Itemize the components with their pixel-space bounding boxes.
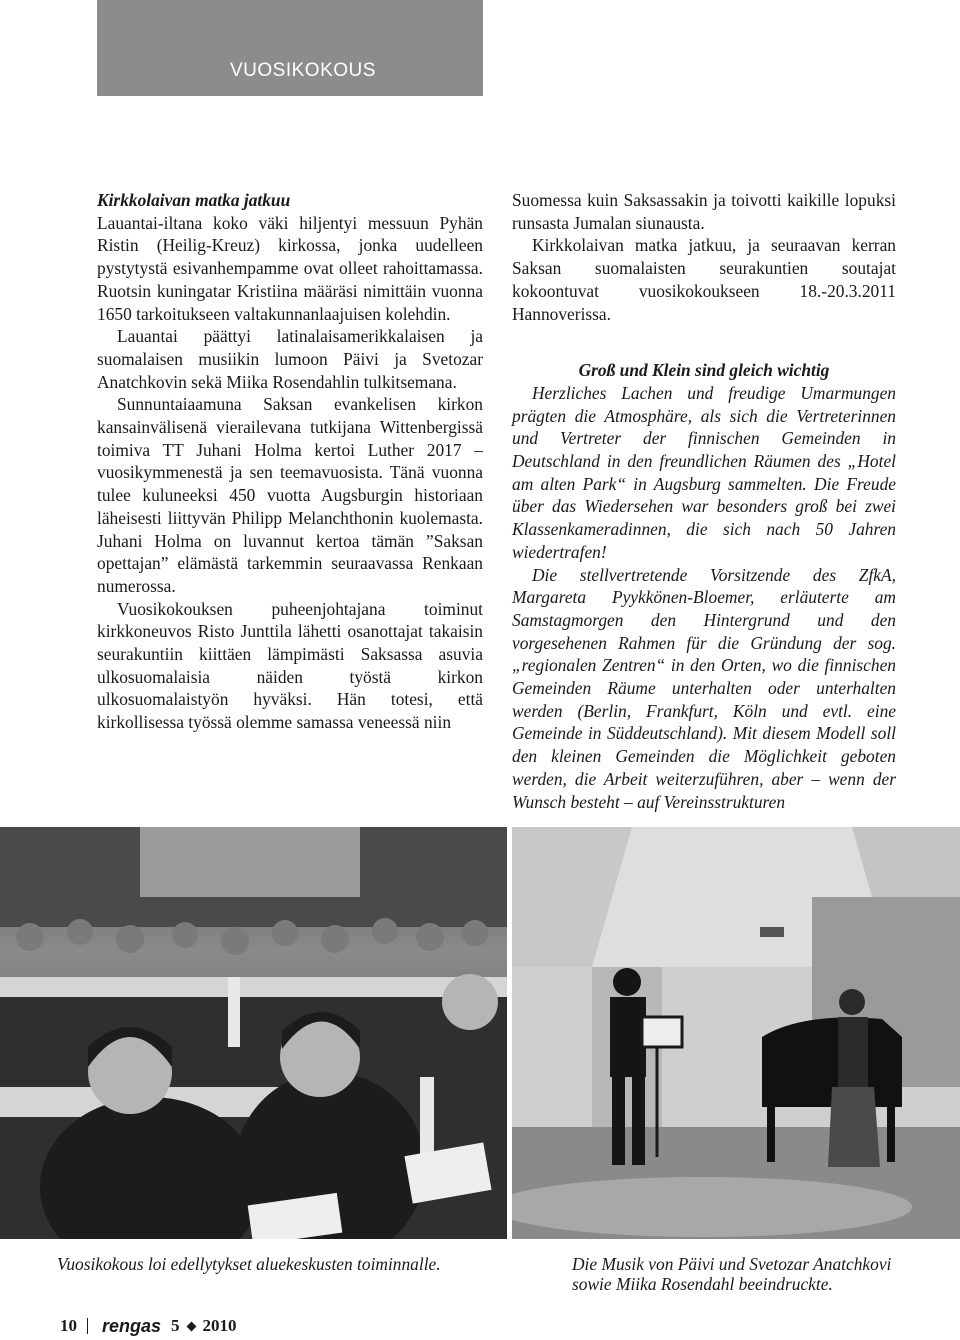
- magazine-logo: rengas: [102, 1315, 162, 1336]
- diamond-icon: [186, 1321, 196, 1331]
- photo-caption-right: [572, 1254, 952, 1294]
- issue-year: 2010: [202, 1316, 237, 1335]
- meeting-photo: [0, 827, 507, 1239]
- german-summary: [512, 359, 896, 813]
- left-column: [97, 189, 483, 734]
- photo-caption-left: Vuosikokous loi edellytykset aluekeskusten toiminnalle.: [57, 1254, 441, 1274]
- caption-line: sowie Miika Rosendahl beeindruckte.: [572, 1274, 833, 1294]
- paragraph: Die stellvertretende Vorsitzende des ZfkA, Margareta Pyykkönen-Bloemer, erläuterte am Samstagmorgen den Hintergrund und den vorgesehenen Rahmen für die Gründung der sog. „regionalen Zentren“ in den Orten, wo die finnischen Gemeinden Räume unterhalten oder unterhalten werden (Berlin, Frankfurt, Köln und evtl. eine Gemeinde in Süddeutschland). Mit diesem Modell soll den kleinen Gemeinden die Möglichkeit geboten werden, die Arbeit weiterzuführen, aber – wenn der Wunsch besteht – auf Vereinsstrukturen: [512, 564, 896, 812]
- paragraph: Sunnuntaiaamuna Saksan evankelisen kirkon kansainvälisenä vierailevana tutkijana Wittenbergissä toimiva TT Juhani Holma kertoi Luther 2017 –vuosikymmenestä ja sen teemavuosista. Tänä vuonna tulee kuluneeksi 450 vuotta Augsburgin historiaan läheisesti liittyvän Philipp Melanchthonin kuolemasta. Juhani Holma on luvannut kertoa tämän ”Saksan opettajan” elämästä tarkemmin seuraavassa Renkaan numerossa.: [97, 394, 483, 596]
- concert-photo: [512, 827, 960, 1239]
- issue-number: 5: [171, 1316, 180, 1335]
- right-column: [512, 189, 896, 813]
- section-header: [97, 0, 483, 96]
- caption-line: Die Musik von Päivi und Svetozar Anatchkovi: [572, 1254, 892, 1274]
- german-heading: Groß und Klein sind gleich wichtig: [578, 360, 830, 381]
- article-heading: Kirkkolaivan matka jatkuu: [97, 190, 291, 210]
- footer-divider: [87, 1318, 88, 1334]
- paragraph: Suomessa kuin Saksassakin ja toivotti kaikille lopuksi runsasta Jumalan siunausta.: [512, 190, 896, 233]
- page-number: 10: [60, 1316, 77, 1335]
- paragraph: Vuosikokouksen puheenjohtajana toiminut kirkkoneuvos Risto Junttila lähetti osanottajat takaisin seurakuntiin kiittäen lämpimästi Saksassa asuvia ulkosuomalaisia näiden työstä kirkon ulkosuomalaistyön hyväksi. Hän totesi, että kirkollisessa työssä olemme samassa veneessä niin: [97, 598, 483, 733]
- page-footer: [60, 1314, 237, 1338]
- paragraph: Kirkkolaivan matka jatkuu, ja seuraavan kerran Saksan suomalaisten seurakuntien soutajat kokoontuvat vuosikokoukseen 18.-20.3.2011 Hannoverissa.: [512, 235, 896, 324]
- paragraph: Lauantai päättyi latinalaisamerikkalaisen ja suomalaisen musiikin lumoon Päivi ja Svetozar Anatchkovin sekä Miika Rosendahlin tulkitsemana.: [97, 326, 483, 392]
- paragraph: Herzliches Lachen und freudige Umarmungen prägten die Atmosphäre, als sich die Vertreterinnen und Vertreter der finnischen Gemeinden in Deutschland in den freundlichen Räumen des „Hotel am alten Park“ in Augsburg sammelten. Die Freude über das Wiedersehen war besonders groß bei zwei Klassenkameradinnen, die sich nach 50 Jahren wiedertrafen!: [512, 382, 896, 562]
- paragraph: Lauantai-iltana koko väki hiljentyi messuun Pyhän Ristin (Heilig-Kreuz) kirkossa, jonka uudelleen pystytystä esivanhempamme ovat olleet rahoittamassa. Ruotsin kuningatar Kristiina määräsi nimittäin vuonna 1650 tarkoitukseen valtakunnanlaajuisen kolehdin.: [97, 212, 483, 324]
- section-title: VUOSIKOKOUS: [230, 60, 376, 81]
